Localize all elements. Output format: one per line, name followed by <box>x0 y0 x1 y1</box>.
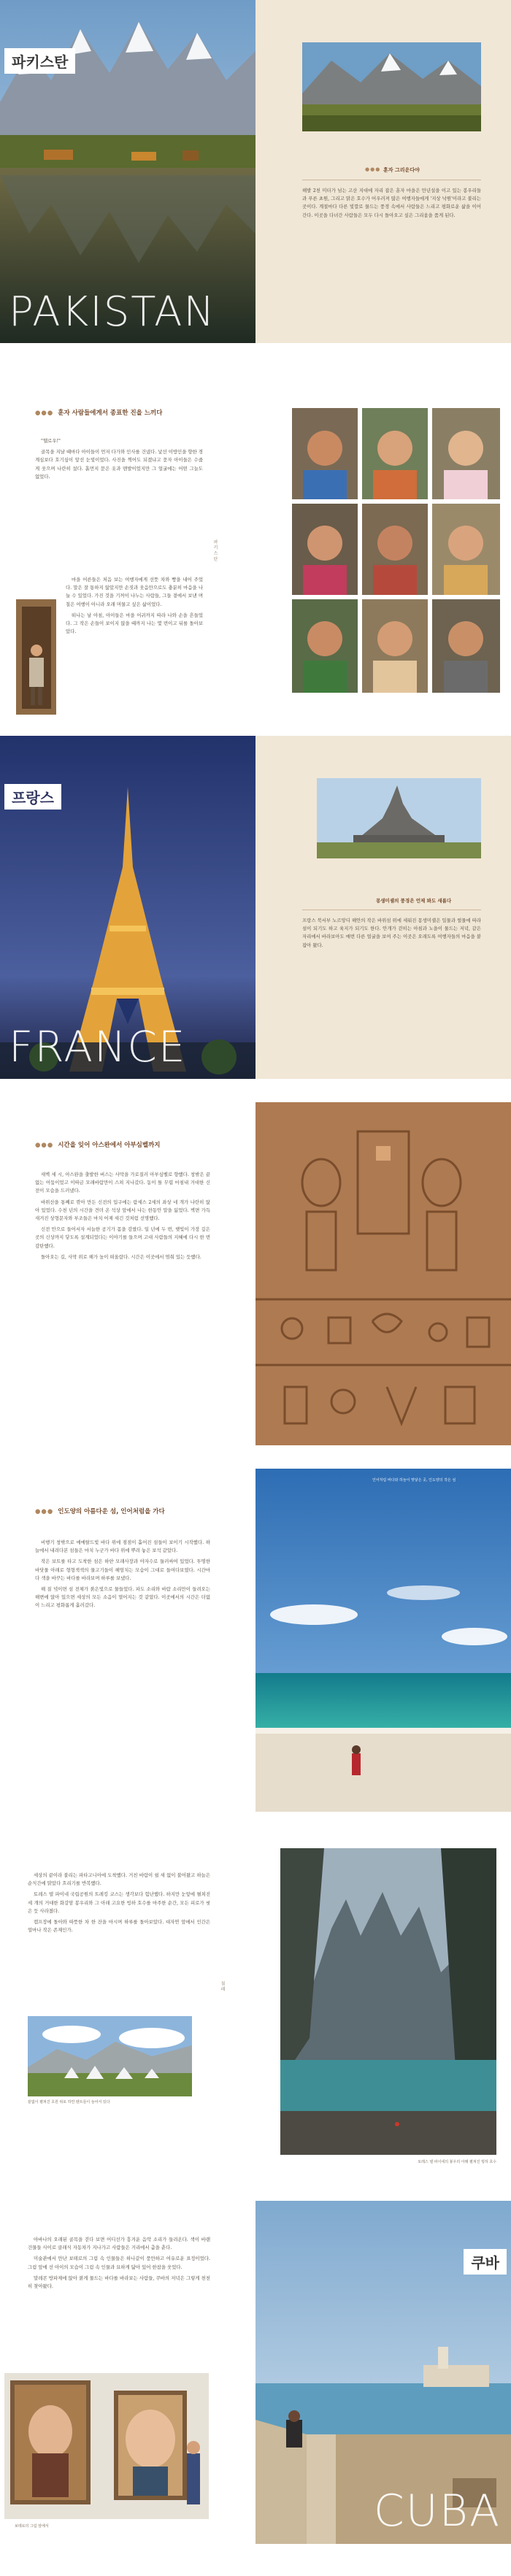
portrait-3 <box>432 408 500 499</box>
pakistan-label: 파키스탄 <box>4 48 75 74</box>
cuba-body <box>28 2236 210 2294</box>
egypt-text-page <box>0 1102 256 1445</box>
spread-cuba <box>0 2201 511 2544</box>
children-portrait-grid <box>292 408 500 693</box>
maldives-photo-page <box>256 1469 511 1812</box>
chapter-dots: ●●● <box>35 1508 54 1515</box>
patagonia-photo-page <box>256 1835 511 2178</box>
pakistan-right-heading: 훈자 그리운다야 <box>383 166 420 173</box>
france-big-title: FRANCE <box>9 1022 187 1072</box>
portrait-4 <box>292 504 358 595</box>
spread-pakistan <box>0 0 511 343</box>
maldives-body <box>35 1539 210 1613</box>
pakistan-side-tab: 파 키 스 탄 <box>212 539 218 561</box>
body-paragraph: 미술관에서 만난 보테로의 그림 속 인물들은 하나같이 풍만하고 여유로운 표정이었다. 그림 앞에 선 아이의 모습이 그림 속 인물과 묘하게 닮아 있어 한참을 웃었다. <box>28 2256 210 2270</box>
cuba-photo-page <box>256 2201 511 2544</box>
hieroglyph-relief-photo <box>256 1102 511 1445</box>
body-paragraph: 세상의 끝이라 불리는 파타고니아에 도착했다. 거친 바람이 쉴 새 없이 불어왔고 하늘은 순식간에 맑았다 흐리기를 반복했다. <box>28 1872 210 1887</box>
body-paragraph: 작은 보트를 타고 도착한 섬은 하얀 모래사장과 야자수로 둘러싸여 있었다. 투명한 바닷물 아래로 형형색색의 물고기들이 헤엄치는 모습이 그대로 들여다보였다. 시간마다 색을 바꾸는 바다를 바라보며 하루를 보냈다. <box>35 1558 210 1581</box>
body-paragraph: 골목을 지날 때마다 아이들이 먼저 다가와 인사를 건넸다. 낯선 이방인을 향한 경계심보다 호기심이 앞선 눈빛이었다. 사진을 찍어도 되겠냐고 묻자 아이들은 수줍게 웃으며 나란히 섰다. 흙먼지 묻은 옷과 맨발이었지만 그 얼굴에는 어떤 그늘도 없었다. <box>35 449 203 480</box>
body-paragraph: 토레스 델 파이네 국립공원의 트레킹 코스는 생각보다 험난했다. 하지만 눈앞에 펼쳐진 세 개의 거대한 화강암 봉우리와 그 아래 고요한 빙하 호수를 마주한 순간, 모든 피로가 씻은 듯 사라졌다. <box>28 1891 210 1914</box>
body-paragraph: 떠나는 날 아침, 아이들은 마을 어귀까지 따라 나와 손을 흔들었다. 그 작은 손들이 보이지 않을 때까지 나는 몇 번이고 뒤를 돌아보았다. <box>66 612 203 635</box>
france-label: 프랑스 <box>4 784 61 810</box>
body-paragraph: 돌아오는 길, 사막 위로 해가 높이 떠올랐다. 시간은 이곳에서 멈춰 있는 듯했다. <box>41 1253 201 1260</box>
cuba-caption: 보테로의 그림 앞에서 <box>15 2524 49 2529</box>
cuba-text-page <box>0 2201 256 2544</box>
patagonia-body <box>28 1872 210 1937</box>
body-paragraph: 아바나의 오래된 골목을 걷다 보면 어디선가 흥겨운 음악 소리가 들려온다. 색이 바랜 건물들 사이로 클래식 자동차가 지나가고 사람들은 거리에서 춤을 춘다. <box>28 2237 210 2251</box>
pakistan-body-bottom <box>66 576 203 639</box>
spread-patagonia <box>0 1835 511 2178</box>
portrait-8 <box>362 599 428 693</box>
spread-egypt <box>0 1102 511 1445</box>
france-photo-page <box>0 736 256 1079</box>
beach-photo <box>256 1469 511 1812</box>
egypt-chapter-title <box>35 1140 161 1149</box>
portrait-7 <box>292 599 358 693</box>
chapter-title-text: 훈자 사람들에게서 종표한 진을 느끼다 <box>58 410 163 417</box>
spread-france <box>0 736 511 1079</box>
botero-museum-photo <box>4 2373 209 2519</box>
patagonia-caption-right: 토레스 델 파이네의 봉우리 아래 펼쳐진 빙하 호수 <box>418 2160 496 2164</box>
portrait-2 <box>362 408 428 499</box>
torres-del-paine-photo <box>280 1848 496 2155</box>
france-text-page <box>256 736 511 1079</box>
egypt-body <box>35 1171 210 1264</box>
body-paragraph: 새벽 세 시, 아스완을 출발한 버스는 사막을 가로질러 아부심벨로 향했다. 창밖은 끝없는 어둠이었고 이따금 모래바람만이 스쳐 지나갔다. 동이 틀 무렵 마침내 거대한 신전이 모습을 드러냈다. <box>35 1172 210 1194</box>
pakistan-text-page <box>256 0 511 343</box>
mont-saint-michel-photo <box>317 778 481 858</box>
body-paragraph: 캠프장에 돌아와 따뜻한 차 한 잔을 마시며 하루를 돌아보았다. 대자연 앞에서 인간은 얼마나 작은 존재인가. <box>28 1919 210 1934</box>
body-paragraph: 바위산을 통째로 깎아 만든 신전의 입구에는 람세스 2세의 좌상 네 개가 나란히 앉아 있었다. 수천 년의 시간을 견뎌 온 석상 앞에서 나는 한동안 말을 잃었다. 벽면 가득 새겨진 상형문자와 부조들은 마치 어제 새긴 것처럼 선명했다. <box>35 1199 210 1222</box>
children-portraits-page <box>256 372 511 715</box>
maldives-chapter-title <box>35 1507 165 1515</box>
portrait-1 <box>292 408 358 499</box>
pakistan-big-title: PAKISTAN <box>9 288 216 336</box>
pakistan-story-page <box>0 372 256 715</box>
body-paragraph: "헬로우!" <box>41 438 61 444</box>
patagonia-caption-left: 끝없이 펼쳐진 초원 위로 하얀 텐트들이 늘어서 있다 <box>28 2100 110 2104</box>
chapter-title-text: 시간을 잊어 아스완에서 아부심벨까지 <box>58 1142 161 1149</box>
body-paragraph: 해 질 녘이면 섬 전체가 붉은빛으로 물들었다. 파도 소리와 바람 소리만이 들려오는 해변에 앉아 있으면 세상의 모든 소음이 멀어지는 것 같았다. 이곳에서의 시간은 더없이 느리고 평화롭게 흘러갔다. <box>35 1586 210 1609</box>
hunza-valley-photo <box>302 42 481 131</box>
pakistan-heading-dots: ●●● <box>365 166 381 172</box>
maldives-caption: 인어처럼 바다와 하늘이 맞닿은 곳, 인도양의 작은 섬 <box>372 1478 456 1483</box>
pakistan-photo-page <box>0 0 256 343</box>
chapter-dots: ●●● <box>35 410 54 417</box>
cuba-big-title: CUBA <box>373 2485 501 2537</box>
spread-maldives <box>0 1469 511 1812</box>
cuba-label: 쿠바 <box>464 2249 507 2275</box>
maldives-text-page <box>0 1469 256 1812</box>
france-intro-text: 프랑스 북서부 노르망디 해안의 작은 바위섬 위에 세워진 몽생미셸은 밀물과 썰물에 따라 섬이 되기도 하고 육지가 되기도 한다. 안개가 걷히는 아침과 노을이 물드는 저녁, 같은 자리에서 바라보아도 매번 다른 얼굴을 보여 주는 이곳은 오래도록 여행자들의 마음을 붙잡아 왔다. <box>302 918 481 948</box>
body-paragraph: 신전 안으로 들어서자 서늘한 공기가 몸을 감쌌다. 일 년에 두 번, 햇빛이 가장 깊은 곳의 신상까지 닿도록 설계되었다는 이야기를 들으며 고대 사람들의 지혜에 다시 한 번 감탄했다. <box>35 1226 210 1249</box>
portrait-9 <box>432 599 500 693</box>
france-right-heading: 몽생미셸의 풍경은 언제 봐도 새롭다 <box>376 898 452 904</box>
chapter-dots: ●●● <box>35 1142 54 1149</box>
body-paragraph: 비행기 창밖으로 에메랄드빛 바다 위에 점점이 흩어진 섬들이 보이기 시작했다. 하늘에서 내려다본 섬들은 마치 누군가 바다 위에 뿌려 놓은 보석 같았다. <box>35 1539 210 1554</box>
portrait-6 <box>432 504 500 595</box>
portrait-5 <box>362 504 428 595</box>
pakistan-chapter-title <box>35 408 162 417</box>
chapter-title-text: 인도양의 아름다운 섬, 인어처럼을 가다 <box>58 1508 165 1515</box>
pakistan-body-top <box>35 437 203 484</box>
boy-doorway-photo <box>16 599 56 715</box>
patagonia-side-tab: 칠 레 <box>220 1981 225 1991</box>
pakistan-intro-text: 해발 2천 미터가 넘는 고산 지대에 자리 잡은 훈자 마을은 만년설을 이고 있는 봉우리들과 푸른 초원, 그리고 맑은 호수가 어우러져 많은 여행자들에게 '지상 낙원'이라고 불리는 곳이다. 계절마다 다른 빛깔로 물드는 풍경 속에서 사람들은 느리고 평화로운 삶을 이어간다. 이곳을 다녀간 사람들은 모두 다시 돌아오고 싶은 그리움을 품게 된다. <box>302 188 481 218</box>
patagonia-text-page <box>0 1835 256 2178</box>
body-paragraph: 마을 어른들은 처음 보는 여행자에게 선뜻 차와 빵을 내어 주었다. 말은 잘 통하지 않았지만 손짓과 웃음만으로도 충분히 마음을 나눌 수 있었다. 가진 것을 기꺼이 나누는 사람들, 그들 곁에서 보낸 며칠은 여행이 아니라 오래 머물고 싶은 삶이었다. <box>66 577 203 607</box>
spread-pakistan-children <box>0 372 511 715</box>
camp-tents-photo <box>28 2016 192 2096</box>
egypt-photo-page <box>256 1102 511 1445</box>
body-paragraph: 말레콘 방파제에 앉아 붉게 물드는 바다를 바라보는 사람들, 쿠바의 저녁은 그렇게 천천히 찾아왔다. <box>28 2275 210 2290</box>
